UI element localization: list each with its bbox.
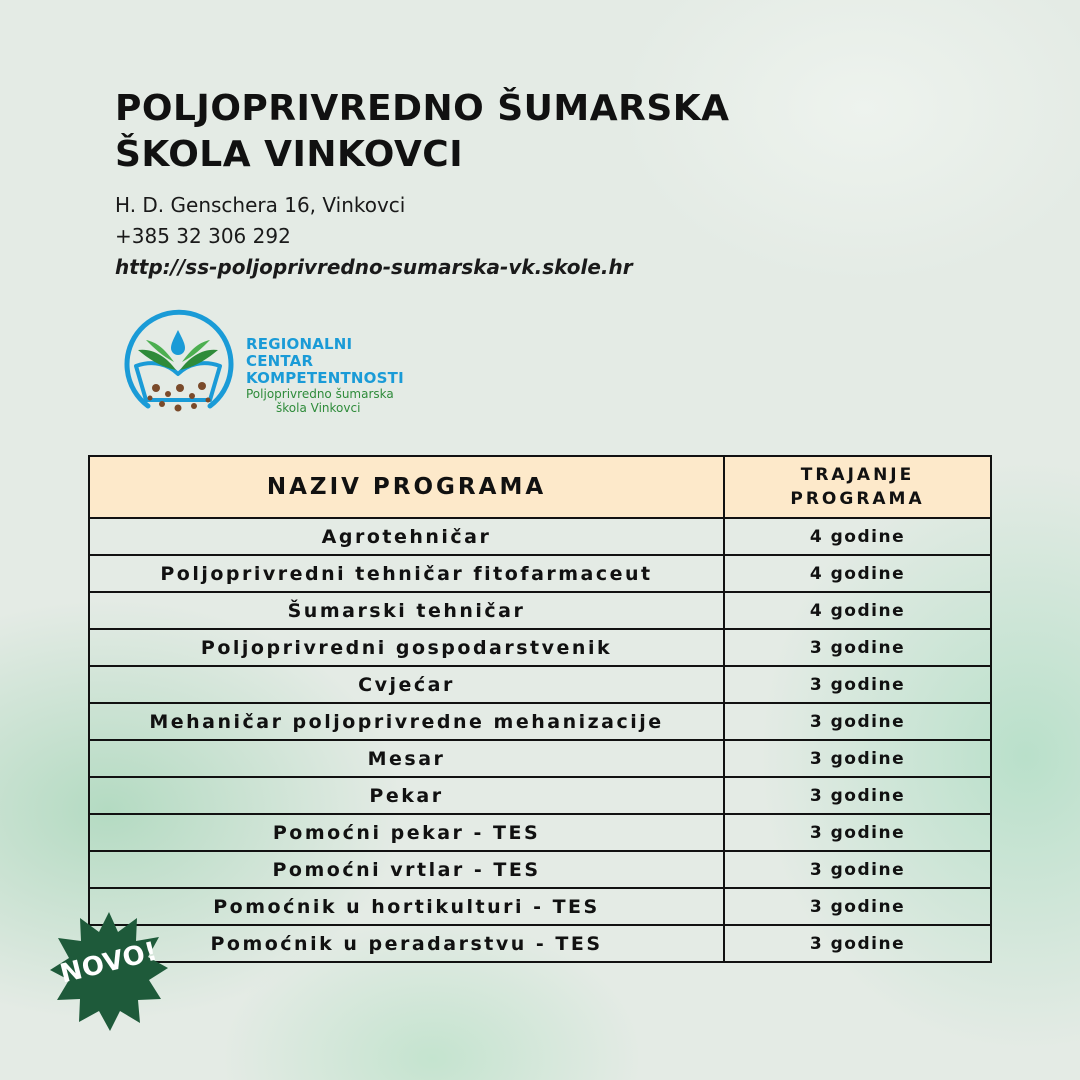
program-duration: 3 godine bbox=[724, 777, 991, 814]
school-header bbox=[115, 86, 815, 283]
table-row bbox=[89, 629, 991, 666]
program-name: Cvjećar bbox=[89, 666, 724, 703]
table-row bbox=[89, 555, 991, 592]
program-duration: 4 godine bbox=[724, 592, 991, 629]
program-duration: 3 godine bbox=[724, 925, 991, 962]
table-row bbox=[89, 777, 991, 814]
rck-logo bbox=[118, 308, 418, 428]
table-row bbox=[89, 851, 991, 888]
program-duration: 4 godine bbox=[724, 555, 991, 592]
novo-badge bbox=[48, 910, 170, 1032]
program-duration: 3 godine bbox=[724, 888, 991, 925]
program-duration: 3 godine bbox=[724, 629, 991, 666]
school-url[interactable]: http://ss-poljoprivredno-sumarska-vk.skole.hr bbox=[115, 255, 633, 279]
table-row bbox=[89, 740, 991, 777]
table-row bbox=[89, 925, 991, 962]
school-title-line2: ŠKOLA VINKOVCI bbox=[115, 134, 464, 175]
program-name: Pomoćnik u peradarstvu - TES bbox=[89, 925, 724, 962]
program-name: Šumarski tehničar bbox=[89, 592, 724, 629]
school-title bbox=[115, 86, 815, 178]
program-duration: 3 godine bbox=[724, 814, 991, 851]
header-duration-line1: TRAJANJE bbox=[800, 465, 915, 485]
program-name: Poljoprivredni gospodarstvenik bbox=[89, 629, 724, 666]
program-name: Pomoćnik u hortikulturi - TES bbox=[89, 888, 724, 925]
rck-logo-text bbox=[246, 336, 418, 415]
school-address: H. D. Genschera 16, Vinkovci bbox=[115, 193, 406, 217]
school-title-line1: POLJOPRIVREDNO ŠUMARSKA bbox=[115, 88, 730, 129]
novo-label: NOVO! bbox=[57, 936, 161, 990]
table-row bbox=[89, 814, 991, 851]
table-row bbox=[89, 703, 991, 740]
table-row bbox=[89, 666, 991, 703]
table-row bbox=[89, 592, 991, 629]
header-program-name: NAZIV PROGRAMA bbox=[89, 456, 724, 518]
program-duration: 3 godine bbox=[724, 703, 991, 740]
program-duration: 3 godine bbox=[724, 851, 991, 888]
program-duration: 4 godine bbox=[724, 518, 991, 555]
logo-line4: škola Vinkovci bbox=[276, 401, 361, 415]
program-name: Pekar bbox=[89, 777, 724, 814]
program-name: Pomoćni pekar - TES bbox=[89, 814, 724, 851]
table-header-row bbox=[89, 456, 991, 518]
logo-line1: REGIONALNI CENTAR bbox=[246, 335, 353, 370]
table-row bbox=[89, 888, 991, 925]
program-duration: 3 godine bbox=[724, 740, 991, 777]
program-name: Pomoćni vrtlar - TES bbox=[89, 851, 724, 888]
program-name: Agrotehničar bbox=[89, 518, 724, 555]
header-program-duration bbox=[724, 456, 991, 518]
rck-logo-icon bbox=[118, 308, 238, 428]
program-name: Poljoprivredni tehničar fitofarmaceut bbox=[89, 555, 724, 592]
program-name: Mehaničar poljoprivredne mehanizacije bbox=[89, 703, 724, 740]
school-phone: +385 32 306 292 bbox=[115, 224, 291, 248]
programs-table bbox=[88, 455, 992, 963]
program-name: Mesar bbox=[89, 740, 724, 777]
header-duration-line2: PROGRAMA bbox=[790, 489, 925, 509]
logo-line2: KOMPETENTNOSTI bbox=[246, 369, 404, 387]
program-duration: 3 godine bbox=[724, 666, 991, 703]
table-row bbox=[89, 518, 991, 555]
logo-line3: Poljoprivredno šumarska bbox=[246, 387, 394, 401]
